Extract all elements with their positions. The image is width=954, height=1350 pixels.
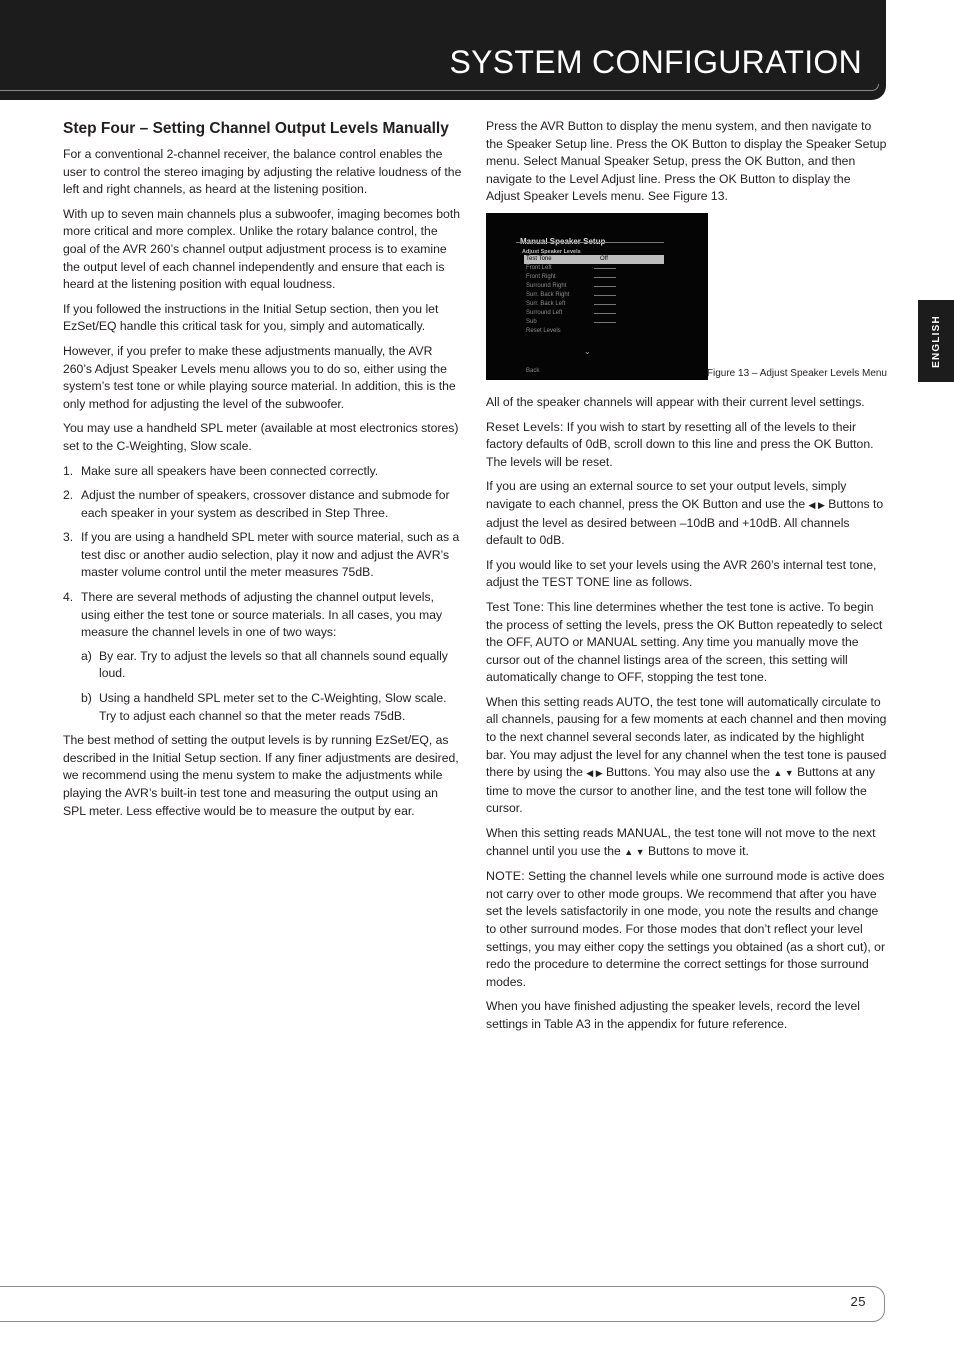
list-text: Using a handheld SPL meter set to the C-Weighting, Slow scale. Try to adjust each channel so that the meter reads 75dB. <box>99 691 447 723</box>
menu-row-label: Reset Levels <box>526 327 561 334</box>
paragraph-text: Buttons. You may also use the <box>606 765 770 780</box>
list-item <box>81 690 462 725</box>
run-in-heading: Reset Levels <box>486 419 561 434</box>
up-down-arrows-icon: ▲ ▼ <box>624 846 645 857</box>
list-item <box>81 648 462 683</box>
list-item <box>63 529 462 582</box>
list-number: 4. <box>63 590 74 605</box>
paragraph: If you followed the instructions in the Initial Setup section, then you let EzSet/EQ handle this critical task for you, simply and automatically. <box>63 301 439 334</box>
list-item <box>63 463 462 481</box>
figure-13 <box>486 213 887 380</box>
menu-row-value: Off <box>600 255 608 262</box>
menu-row-channel <box>524 282 664 291</box>
right-column <box>486 118 887 1041</box>
level-bar <box>594 322 616 323</box>
paragraph: All of the speaker channels will appear with their current level settings. <box>486 394 865 409</box>
language-tab-label: ENGLISH <box>930 314 942 368</box>
steps-list <box>63 463 462 726</box>
list-text: By ear. Try to adjust the levels so that all channels sound equally loud. <box>99 648 448 681</box>
menu-row-channel <box>524 300 664 309</box>
run-in-heading: NOTE <box>486 869 522 884</box>
left-right-arrows-icon: ◀ ▶ <box>586 768 603 779</box>
paragraph: Press the AVR Button to display the menu system, and then navigate to the Speaker Setup line. Press the OK Button to display the Speaker Setup menu. Select Manual Speaker Setup, press the OK Button, and then navigate to the Level Adjust line. Press the OK Button to display the Adjust Speaker Levels menu. See Figure 13. <box>486 119 887 204</box>
menu-row-label: Surr. Back Right <box>526 291 570 298</box>
paragraph: With up to seven main channels plus a subwoofer, imaging becomes both more critical and more complex. Unlike the rotary balance control, the goal of the AVR 260’s channel output adjustment process is to examine the output level of each channel independently and ensure that each is heard at the listening position with equal loudness. <box>63 206 460 292</box>
page-title: SYSTEM CONFIGURATION <box>449 44 862 80</box>
list-number: 2. <box>63 488 74 503</box>
menu-back: Back <box>526 367 540 374</box>
menu-row-label: Sub <box>526 318 537 325</box>
level-bar <box>594 268 616 269</box>
menu-row-label: Surr. Back Left <box>526 300 566 307</box>
list-item <box>63 487 462 522</box>
substeps-list <box>81 648 462 725</box>
chevron-down-icon: ⌄ <box>584 346 591 356</box>
level-bar <box>594 295 616 296</box>
menu-row-reset <box>524 327 664 336</box>
menu-row-channel <box>524 309 664 318</box>
paragraph-text: Buttons to move it. <box>647 843 749 858</box>
level-bar <box>594 304 616 305</box>
menu-row-label: Surround Right <box>526 282 567 289</box>
paragraph: If you would like to set your levels using the AVR 260’s internal test tone, adjust the TEST TONE line as follows. <box>486 557 877 590</box>
paragraph-text: : Setting the channel levels while one surround mode is active does not carry over to other mode groups. We recommend that after you have set the levels satisfactorily in one mode, you note the results and change to other surround modes. For those modes that don’t reflect your level settings, you may either copy the settings you obtained (as a short cut), or redo the procedure to determine the correct settings for those surround modes. <box>486 869 886 989</box>
paragraph <box>486 419 887 472</box>
page-number: 25 <box>850 1294 866 1309</box>
list-text: Adjust the number of speakers, crossover distance and submode for each speaker in your system as described in Step Three. <box>81 488 450 520</box>
level-bar <box>594 286 616 287</box>
left-column <box>63 118 462 827</box>
menu-row-test-tone <box>524 255 664 264</box>
section-heading: Step Four – Setting Channel Output Levels Manually <box>63 120 449 137</box>
paragraph-text: If you are using an external source to set your output levels, simply navigate to each channel, press the OK Button and use the <box>486 479 847 511</box>
menu-divider <box>516 242 664 243</box>
paragraph-text: Buttons to adjust the level as desired between –10dB and +10dB. All channels default to 0dB. <box>486 496 884 548</box>
paragraph <box>486 478 887 549</box>
footer-rule <box>0 1286 885 1322</box>
level-bar <box>594 277 616 278</box>
left-right-arrows-icon: ◀ ▶ <box>808 499 825 510</box>
menu-row-channel <box>524 264 664 273</box>
paragraph-text: : This line determines whether the test tone is active. To begin the process of setting the levels, press the OK Button repeatedly to select the OFF, AUTO or MANUAL setting. Any time you manually move the cursor out of the channel listings area of the screen, this setting will automatically change to OFF, stopping the test tone. <box>486 599 883 685</box>
paragraph-text: When this setting reads AUTO, the test tone will automatically circulate to all channels, pausing for a few moments at each channel and then moving to the next channel several seconds later, as indicated by the highlight bar. You may adjust the level for any channel when the test tone is paused there by using the <box>486 694 887 780</box>
list-number: 3. <box>63 530 74 545</box>
list-number: 1. <box>63 463 74 478</box>
header-rule <box>0 84 879 91</box>
paragraph-text: Buttons at any time to move the cursor to another line, and the test tone will follow the cursor. <box>486 765 876 816</box>
paragraph-text: : If you wish to start by resetting all of the levels to their factory defaults of 0dB, scroll down to this line and press the OK Button. The levels will be reset. <box>486 419 874 469</box>
language-tab <box>918 300 954 382</box>
menu-row-channel <box>524 291 664 300</box>
list-item <box>63 589 462 725</box>
menu-row-label: Front Left <box>526 264 552 271</box>
menu-subtitle: Adjust Speaker Levels <box>522 248 581 255</box>
list-text: If you are using a handheld SPL meter with source material, such as a test disc or another audio selection, play it now and adjust the AVR’s master volume control until the meter measures 75dB. <box>81 530 460 580</box>
menu-screenshot <box>486 213 708 380</box>
paragraph-text: When this setting reads MANUAL, the test tone will not move to the next channel until you use the <box>486 826 876 858</box>
paragraph <box>486 599 887 687</box>
paragraph: When you have finished adjusting the speaker levels, record the level settings in Table A3 in the appendix for future reference. <box>486 999 860 1031</box>
menu-row-label: Test Tone <box>526 255 552 262</box>
menu-row-label: Front Right <box>526 273 556 280</box>
list-letter: b) <box>81 691 92 706</box>
list-text: There are several methods of adjusting the channel output levels, using either the test tone or source materials. In all cases, you may measure the channel levels in one of two ways: <box>81 590 443 640</box>
paragraph <box>486 868 887 991</box>
paragraph: The best method of setting the output levels is by running EzSet/EQ, as described in the Initial Setup section. If any finer adjustments are desired, we recommend using the menu system to make the adjustments while playing the AVR’s built-in test tone and measuring the output using an SPL meter. Less effective would be to measure the output by ear. <box>63 733 459 818</box>
figure-caption: Figure 13 – Adjust Speaker Levels Menu <box>706 367 887 379</box>
paragraph <box>486 825 887 861</box>
menu-row-label: Surround Left <box>526 309 563 316</box>
paragraph: For a conventional 2-channel receiver, the balance control enables the user to control the stereo imaging by adjusting the relative loudness of the left and right channels, as heard at the listening position. <box>63 147 462 197</box>
list-letter: a) <box>81 648 92 663</box>
paragraph: You may use a handheld SPL meter (available at most electronics stores) set to the C-Weighting, Slow scale. <box>63 421 459 453</box>
menu-row-channel <box>524 318 664 327</box>
menu-row-channel <box>524 273 664 282</box>
level-bar <box>594 313 616 314</box>
up-down-arrows-icon: ▲ ▼ <box>773 768 794 779</box>
list-text: Make sure all speakers have been connected correctly. <box>81 463 379 478</box>
run-in-heading: Test Tone <box>486 599 541 614</box>
paragraph <box>486 694 887 818</box>
paragraph: However, if you prefer to make these adjustments manually, the AVR 260’s Adjust Speaker Levels menu allows you to do so, either using the system’s test tone or while playing source material. In addition, this is the only method for adjusting the level of the subwoofer. <box>63 343 456 411</box>
